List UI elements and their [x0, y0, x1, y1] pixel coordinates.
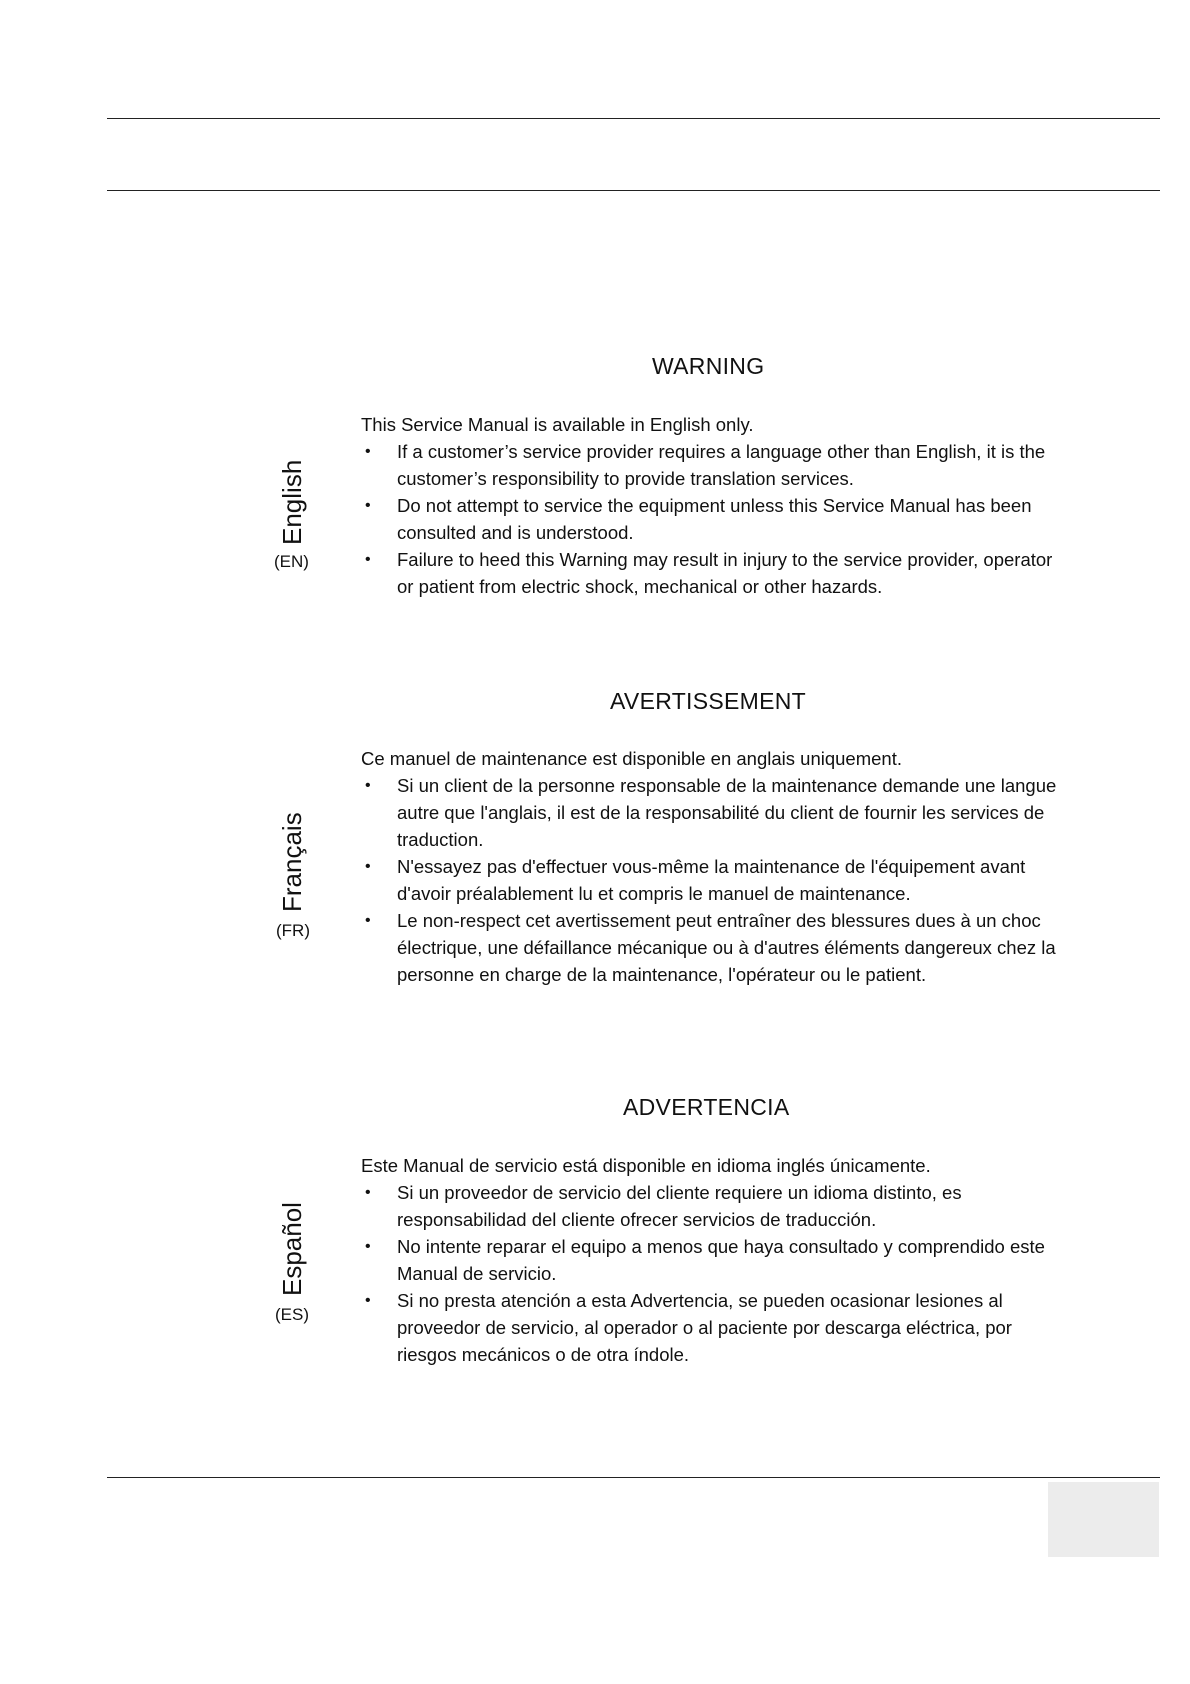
bullet-icon: •: [365, 551, 371, 568]
section-body: [361, 745, 1061, 988]
header-rule-bottom: [107, 190, 1160, 191]
bullet-icon: •: [365, 497, 371, 514]
list-item: • Si un proveedor de servicio del cliente requiere un idioma distinto, es responsabilidad del cliente ofrecer servicios de traducción.: [361, 1179, 1061, 1233]
list-item: • N'essayez pas d'effectuer vous-même la maintenance de l'équipement avant d'avoir préalablement lu et compris le manuel de maintenance.: [361, 853, 1061, 907]
bullet-icon: •: [365, 777, 371, 794]
bullet-icon: •: [365, 858, 371, 875]
bullet-list: [361, 772, 1061, 988]
list-item: • Do not attempt to service the equipment unless this Service Manual has been consulted and is understood.: [361, 492, 1061, 546]
page-number-box: [1048, 1482, 1159, 1557]
bullet-icon: •: [365, 443, 371, 460]
language-code: (FR): [276, 921, 310, 940]
section-title: ADVERTENCIA: [623, 1094, 790, 1120]
list-item: • If a customer’s service provider requires a language other than English, it is the customer’s responsibility to provide translation services.: [361, 438, 1061, 492]
intro-text: This Service Manual is available in English only.: [361, 414, 754, 435]
language-label: English: [277, 459, 307, 545]
footer-rule: [107, 1477, 1160, 1478]
bullet-list: [361, 438, 1061, 600]
language-code: (EN): [274, 552, 309, 571]
language-label: Français: [277, 812, 307, 912]
list-item: • Si no presta atención a esta Advertencia, se pueden ocasionar lesiones al proveedor de servicio, al operador o al paciente por descarga eléctrica, por riesgos mecánicos o de otra índole.: [361, 1287, 1061, 1368]
intro-text: Ce manuel de maintenance est disponible en anglais uniquement.: [361, 748, 902, 769]
section-title: AVERTISSEMENT: [610, 688, 807, 714]
section-title: WARNING: [652, 353, 765, 379]
section-body: [361, 1152, 1061, 1368]
bullet-icon: •: [365, 912, 371, 929]
list-item: • Si un client de la personne responsable de la maintenance demande une langue autre que l'anglais, il est de la responsabilité du client de fournir les services de traduction.: [361, 772, 1061, 853]
bullet-list: [361, 1179, 1061, 1368]
bullet-icon: •: [365, 1238, 371, 1255]
bullet-icon: •: [365, 1292, 371, 1309]
language-label: Español: [277, 1202, 307, 1296]
list-item: • Le non-respect cet avertissement peut entraîner des blessures dues à un choc électrique, une défaillance mécanique ou à d'autres éléments dangereux chez la personne en charge de la maintenance, l'opérateur ou le patient.: [361, 907, 1061, 988]
list-item: • Failure to heed this Warning may result in injury to the service provider, operator or patient from electric shock, mechanical or other hazards.: [361, 546, 1061, 600]
bullet-icon: •: [365, 1184, 371, 1201]
section-body: [361, 411, 1061, 600]
language-code: (ES): [275, 1305, 309, 1324]
list-item: • No intente reparar el equipo a menos que haya consultado y comprendido este Manual de servicio.: [361, 1233, 1061, 1287]
intro-text: Este Manual de servicio está disponible en idioma inglés únicamente.: [361, 1155, 931, 1176]
header-rule-top: [107, 118, 1160, 119]
